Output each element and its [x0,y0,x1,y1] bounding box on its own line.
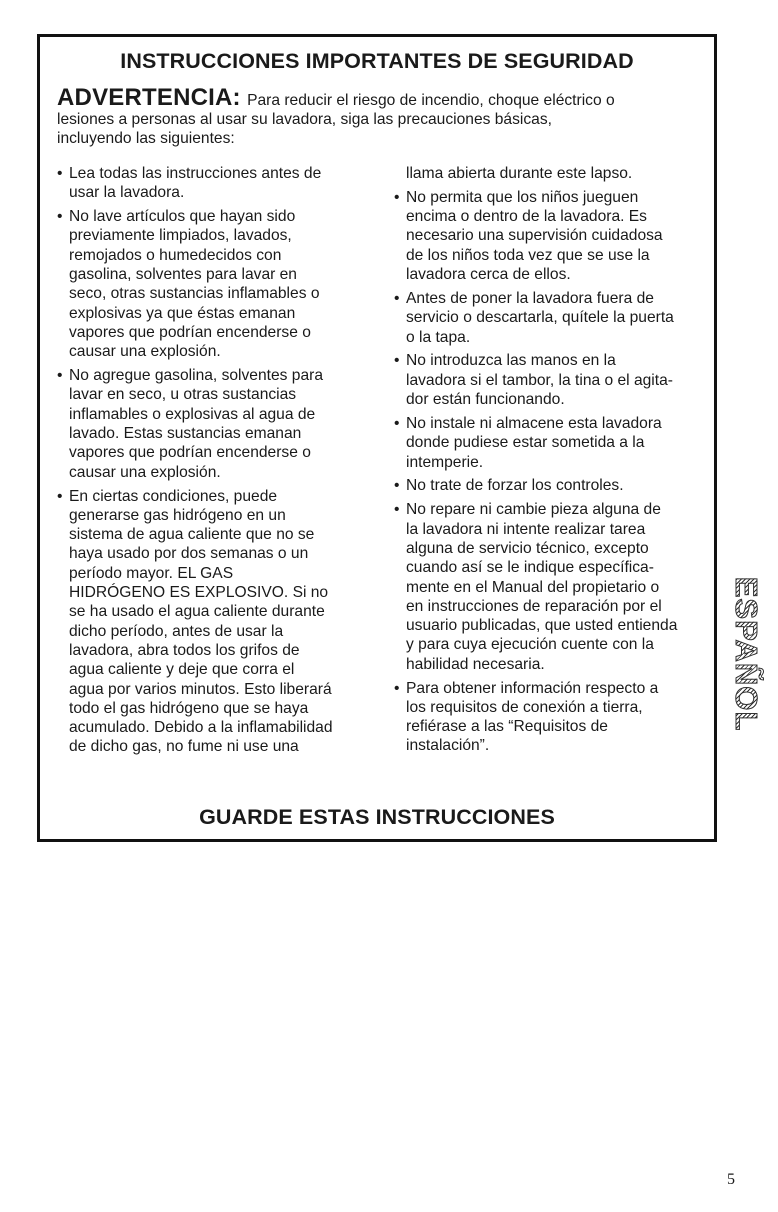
list-item-line: encima o dentro de la lavadora. Es [406,208,647,226]
warning-paragraph [57,84,707,148]
bullet-mark: • [394,289,400,307]
bullet-mark: • [57,208,63,226]
warning-line-1: Para reducir el riesgo de incendio, choque eléctrico o [247,92,615,109]
list-item-line: los requisitos de conexión a tierra, [406,698,643,716]
list-item-line: HIDRÓGENO ES EXPLOSIVO. Si no [69,584,329,602]
bullet-mark: • [394,477,400,495]
bullet-mark: • [57,487,63,505]
list-item-line: se ha usado el agua caliente durante [69,603,325,621]
warning-line-3: incluyendo las siguientes: [57,130,235,147]
list-item-line: sistema de agua caliente que no se [69,526,315,544]
list-item-line: inflamables o explosivas al agua de [69,405,316,423]
warning-word: ADVERTENCIA: [57,84,241,111]
list-item [394,351,714,409]
list-item-line: Para obtener información respecto a [406,679,659,697]
list-item-line: mente en el Manual del propietario o [406,578,660,596]
list-item-line: lavadora si el tambor, la tina o el agita- [406,371,673,389]
bullet-mark: • [394,679,400,697]
list-item [394,476,714,495]
list-item-line: usuario publicadas, que usted entienda [406,617,678,635]
list-item-line: lavadora, abra todos los grifos de [69,641,300,659]
list-item-line: donde pudiese estar sometida a la [406,434,645,452]
list-item-line: causar una explosión. [69,463,221,481]
list-item-line: Lea todas las instrucciones antes de [69,165,322,182]
list-item-line: No repare ni cambie pieza alguna de [406,501,661,519]
list-item-line: todo el gas hidrógeno que se haya [69,699,309,717]
list-item-line: generarse gas hidrógeno en un [69,506,286,524]
list-item [57,164,387,203]
list-item [394,414,714,472]
list-item-line: Antes de poner la lavadora fuera de [406,289,654,307]
bullet-mark: • [394,352,400,370]
list-item-line: lavar en seco, u otras sustancias [69,386,297,404]
list-item-line: servicio o descartarla, quítele la puerta [406,309,674,327]
list-item-line: No lave artículos que hayan sido [69,208,296,226]
bullet-mark: • [57,165,63,182]
list-item-line: previamente limpiados, lavados, [69,227,292,245]
list-item-line: No introduzca las manos en la [406,352,616,370]
list-item [394,188,714,284]
list-item-line: cuando así se le indique específica- [406,559,654,577]
warning-line-2: lesiones a personas al usar su lavadora, siga las precauciones básicas, [57,111,552,128]
bullet-mark: • [394,501,400,519]
list-item-line: o la tapa. [406,328,471,346]
list-item-line: lavadora cerca de ellos. [406,266,571,284]
list-item [394,289,714,347]
list-item [394,679,714,756]
list-item-line: necesario una supervisión cuidadosa [406,227,663,245]
language-side-tab [729,559,764,749]
list-item-line: llama abierta durante este lapso. [406,165,633,182]
list-item-line: en instrucciones de reparación por el [406,597,662,615]
list-item-line: acumulado. Debido a la inflamabilidad [69,719,333,737]
list-item-line: seco, otras sustancias inflamables o [69,285,320,303]
list-item [394,164,714,183]
list-item-line: usar la lavadora. [69,184,185,202]
list-item-line: habilidad necesaria. [406,655,545,673]
footer-title: GUARDE ESTAS INSTRUCCIONES [199,805,555,829]
list-item [394,500,714,674]
list-item-line: No trate de forzar los controles. [406,477,624,495]
list-item-line: vapores que podrían encenderse o [69,323,311,341]
list-item-line: dor están funcionando. [406,391,565,409]
list-item [57,366,387,482]
list-item-line: agua por varios minutos. Esto liberará [69,680,332,698]
list-item-line: En ciertas condiciones, puede [69,487,278,505]
list-item-line: la lavadora ni intente realizar tarea [406,520,646,538]
list-item-line: período mayor. EL GAS [69,564,234,582]
list-item-line: gasolina, solventes para lavar en [69,266,297,284]
right-column-list [394,164,714,760]
list-item-line: alguna de servicio técnico, excepto [406,539,649,557]
list-item-line: y para cuya ejecución cuente con la [406,636,654,654]
list-item-line: vapores que podrían encenderse o [69,444,311,462]
list-item-line: No permita que los niños jueguen [406,188,639,206]
list-item-line: de los niños toda vez que se use la [406,246,650,264]
language-tab-label: ESPAÑOL [731,559,761,749]
bullet-mark: • [394,188,400,206]
list-item-line: explosivas ya que éstas emanan [69,304,296,322]
list-item [57,487,387,757]
list-item-line: refiérase a las “Requisitos de [406,718,608,736]
page-number: 5 [727,1171,735,1188]
list-item-line: intemperie. [406,453,484,471]
list-item-line: dicho período, antes de usar la [69,622,284,640]
list-item-line: instalación”. [406,737,490,755]
list-item [57,207,387,361]
safety-instructions-box [37,34,717,842]
list-item-line: lavado. Estas sustancias emanan [69,425,302,443]
list-item-line: haya usado por dos semanas o un [69,545,309,563]
list-item-line: agua caliente y deje que corra el [69,661,295,679]
list-item-line: de dicho gas, no fume ni use una [69,738,299,756]
bullet-mark: • [57,367,63,385]
list-item-line: No agregue gasolina, solventes para [69,367,323,385]
safety-title: INSTRUCCIONES IMPORTANTES DE SEGURIDAD [120,49,634,73]
list-item-line: remojados o humedecidos con [69,246,282,264]
list-item-line: causar una explosión. [69,343,221,361]
list-item-line: No instale ni almacene esta lavadora [406,414,662,432]
left-column-list [57,164,387,761]
bullet-mark: • [394,414,400,432]
